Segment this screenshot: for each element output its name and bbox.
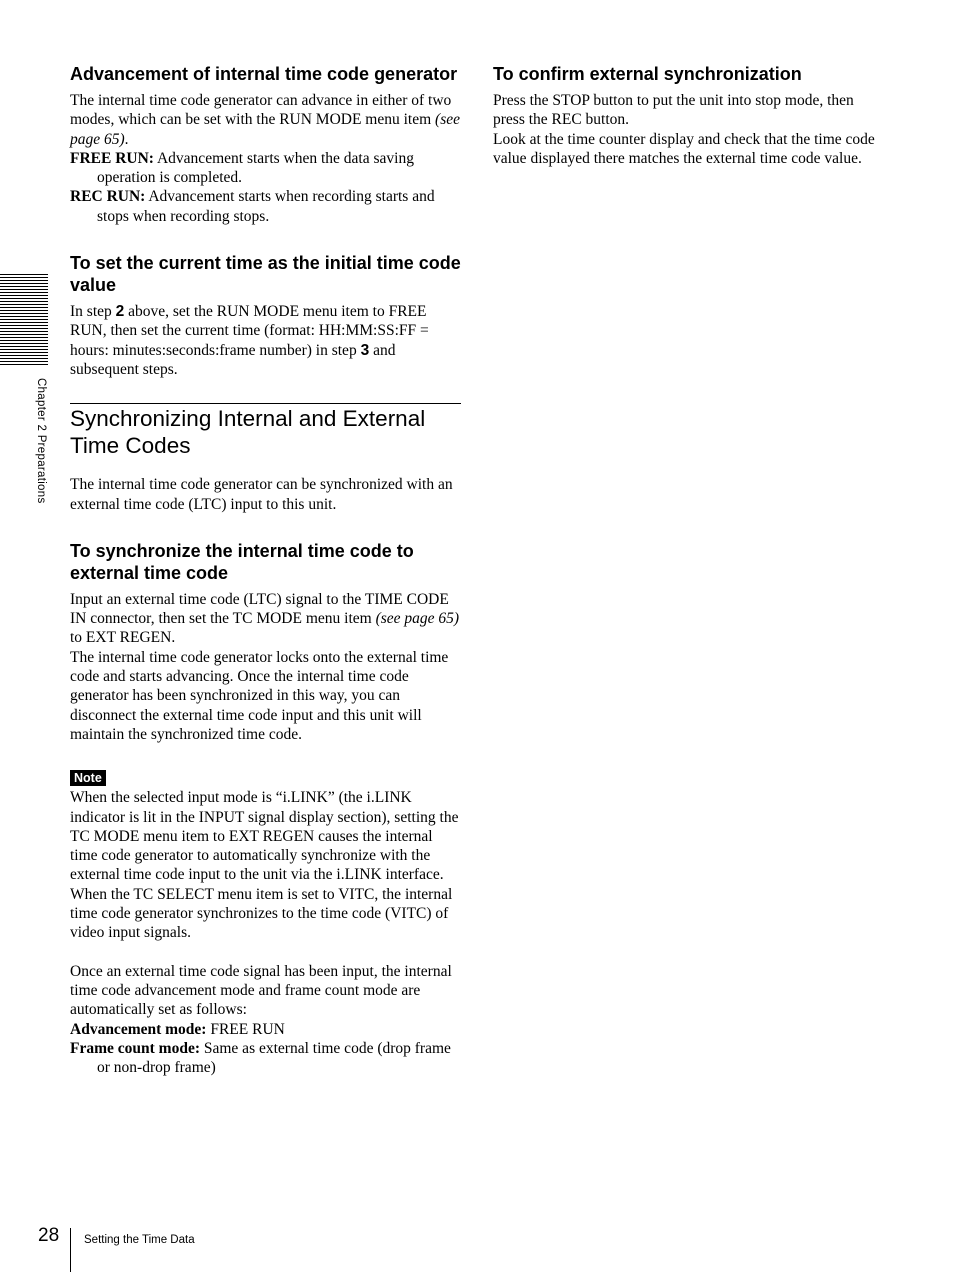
note-paragraph-1: When the selected input mode is “i.LINK” (the i.LINK indicator is lit in the INPUT signal display section), setting the TC MODE menu item to EXT REGEN causes the internal time code generator to automatically synchronize with the external time code input to the unit via the i.LINK interface.: [70, 789, 459, 884]
section-title: Synchronizing Internal and External Time Codes: [70, 406, 426, 459]
advancement-mode-item: [70, 1020, 461, 1039]
frame-count-label: Frame count mode:: [70, 1039, 200, 1057]
section-rule: [70, 403, 461, 459]
page-number: 28: [38, 1225, 60, 1246]
chapter-label: Chapter 2 Preparations: [35, 378, 47, 504]
right-column: [493, 63, 888, 168]
set-current-time-paragraph: [70, 302, 461, 379]
sync-paragraph-1: [70, 590, 461, 648]
note-badge: Note: [70, 770, 106, 786]
footer-section-title: Setting the Time Data: [84, 1234, 195, 1246]
sync-text-b: to EXT REGEN.: [70, 629, 176, 647]
adv-text-a: The internal time code generator can advance in either of two modes, which can be set with the RUN MODE menu item: [70, 92, 452, 129]
free-run-text: Advancement starts when the data saving operation is completed.: [97, 149, 414, 187]
adv-page-ref: (see page 65): [70, 111, 460, 148]
frame-count-item: [70, 1039, 461, 1078]
section-intro: The internal time code generator can be synchronized with an external time code (LTC) input to this unit.: [70, 476, 453, 513]
heading-confirm-sync: To confirm external synchronization: [493, 64, 802, 84]
rec-run-label: REC RUN:: [70, 188, 146, 206]
free-run-item: [70, 149, 461, 188]
step-number: 2: [115, 303, 125, 321]
confirm-paragraph-1: Press the STOP button to put the unit into stop mode, then press the REC button.: [493, 92, 854, 129]
set-text-c: and subsequent steps.: [70, 341, 396, 378]
sync-page-ref: (see page 65): [375, 610, 460, 628]
heading-set-current-time: To set the current time as the initial time code value: [70, 253, 461, 296]
advancement-mode-text: FREE RUN: [206, 1020, 285, 1038]
note-paragraph-2: When the TC SELECT menu item is set to VITC, the internal time code generator synchronizes to the time code (VITC) of video input signals.: [70, 885, 453, 942]
left-column: [70, 63, 461, 1077]
advancement-mode-label: Advancement mode:: [70, 1020, 207, 1038]
free-run-label: FREE RUN:: [70, 149, 154, 167]
set-text-a: In step: [70, 303, 116, 321]
sync-paragraph-2: The internal time code generator locks onto the external time code and starts advancing. Once the internal time code generator has been synchronized in this way, you can disconnect the external time code input and this unit will maintain the synchronized time code.: [70, 648, 449, 743]
confirm-paragraph-2: Look at the time counter display and check that the time code value displayed there matches the external time code value.: [493, 130, 875, 167]
sync-text-a: Input an external time code (LTC) signal to the TIME CODE IN connector, then set the TC MODE menu item: [70, 590, 449, 628]
step-number: 3: [360, 341, 370, 359]
rec-run-text: Advancement starts when recording starts and stops when recording stops.: [97, 188, 435, 225]
frame-count-text: Same as external time code (drop frame or non-drop frame): [97, 1039, 451, 1077]
adv-text-b: .: [124, 130, 129, 148]
auto-set-paragraph: Once an external time code signal has been input, the internal time code advancement mode and frame count mode are automatically set as follows:: [70, 962, 452, 1019]
set-text-b: above, set the RUN MODE menu item to FREE RUN, then set the current time (format: HH:MM:SS:FF = hours: minutes:seconds:frame number) in step: [70, 303, 429, 359]
footer-divider: [70, 1228, 71, 1272]
chapter-side-label: [35, 378, 49, 506]
rec-run-item: [70, 187, 461, 226]
advancement-paragraph: [70, 91, 461, 149]
heading-synchronize: To synchronize the internal time code to external time code: [70, 540, 414, 583]
heading-advancement: Advancement of internal time code generator: [70, 64, 458, 84]
chapter-thumb-tab: [0, 274, 48, 366]
